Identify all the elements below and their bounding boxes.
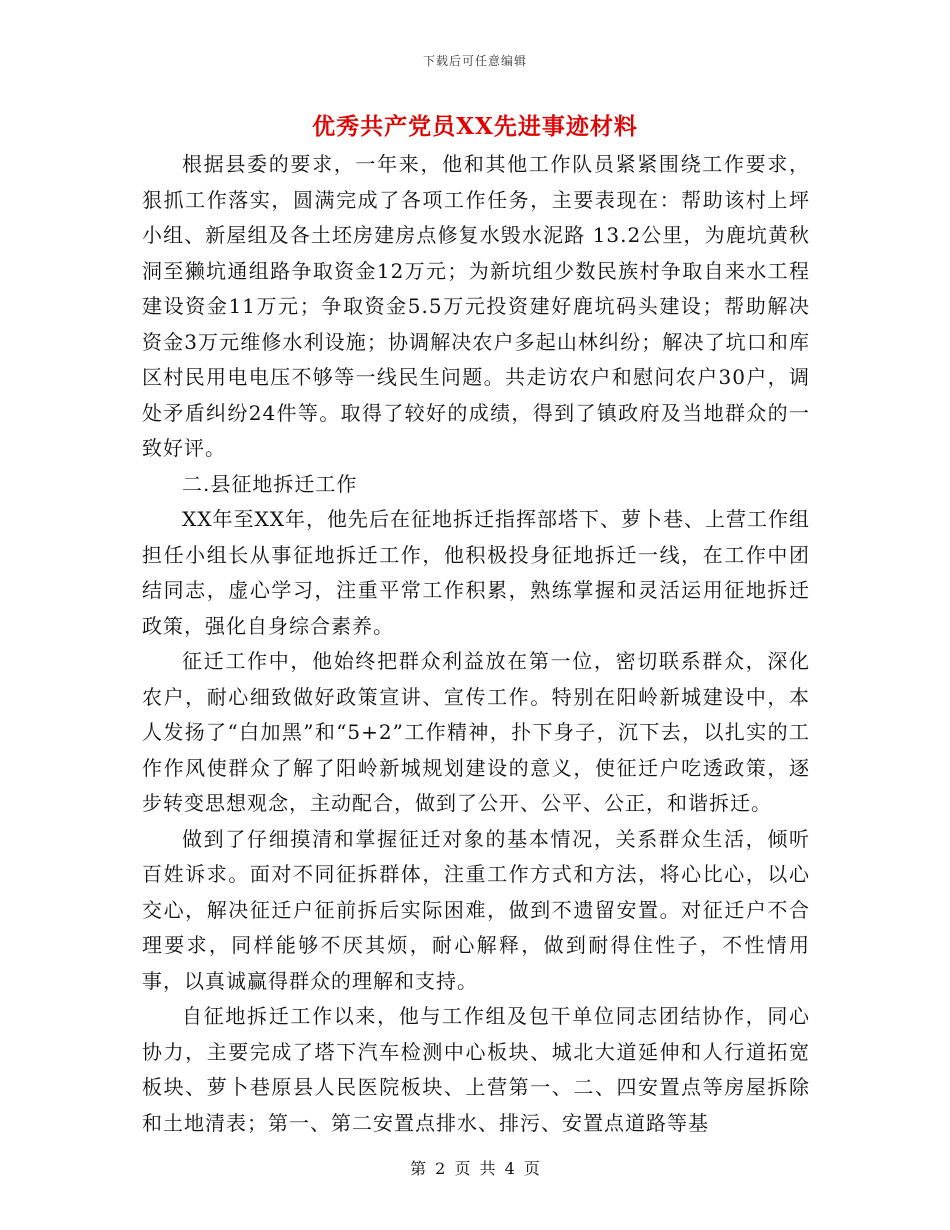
paragraph: 自征地拆迁工作以来，他与工作组及包干单位同志团结协作，同心协力，主要完成了塔下汽车检测中心板块、城北大道延伸和人行道拓宽板块、萝卜巷原县人民医院板块、上营第一、二、四安置点等房屋拆除和土地清表；第一、第二安置点排水、排污、安置点道路等基 — [142, 1004, 810, 1135]
section-heading: 二.县征地拆迁工作 — [182, 471, 358, 496]
paragraph: 征迁工作中，他始终把群众利益放在第一位，密切联系群众，深化农户，耐心细致做好政策宣讲、宣传工作。特别在阳岭新城建设中，本人发扬了“白加黑”和“5+2”工作精神，扑下身子，沉下去，以扎实的工作作风使群众了解了阳岭新城规划建设的意义，使征迁户吃透政策，逐步转变思想观念，主动配合，做到了公开、公平、公正，和谐拆迁。 — [142, 649, 810, 815]
paragraph: XX年至XX年，他先后在征地拆迁指挥部塔下、萝卜巷、上营工作组担任小组长从事征地拆迁工作，他积极投身征地拆迁一线，在工作中团结同志，虚心学习，注重平常工作积累，熟练掌握和灵活运用征地拆迁政策，强化自身综合素养。 — [142, 507, 810, 638]
document-body — [142, 147, 810, 1141]
paragraph: 做到了仔细摸清和掌握征迁对象的基本情况，关系群众生活，倾听百姓诉求。面对不同征拆群体，注重工作方式和方法，将心比心，以心交心，解决征迁户征前拆后实际困难，做到不遗留安置。对征迁户不合理要求，同样能够不厌其烦，耐心解释，做到耐得住性子，不性情用事，以真诚赢得群众的理解和支持。 — [142, 826, 810, 993]
paragraph: 根据县委的要求，一年来，他和其他工作队员紧紧围绕工作要求，狠抓工作落实，圆满完成了各项工作任务，主要表现在：帮助该村上坪小组、新屋组及各土坯房建房点修复水毁水泥路 13.2公里，为鹿坑黄秋洞至獭坑通组路争取资金12万元；为新坑组少数民族村争取自来水工程建设资金11万元；争取资金5.5万元投资建好鹿坑码头建设；帮助解决资金3万元维修水利设施；协调解决农户多起山林纠纷；解决了坑口和库区村民用电电压不够等一线民生问题。共走访农户和慰问农户30户，调处矛盾纠纷24件等。取得了较好的成绩，得到了镇政府及当地群众的一致好评。 — [142, 152, 810, 460]
document-title: 优秀共产党员XX先进事迹材料 — [312, 113, 638, 140]
header-note: 下载后可任意编辑 — [422, 54, 527, 68]
page-number-footer: 第 2 页 共 4 页 — [410, 1159, 540, 1178]
